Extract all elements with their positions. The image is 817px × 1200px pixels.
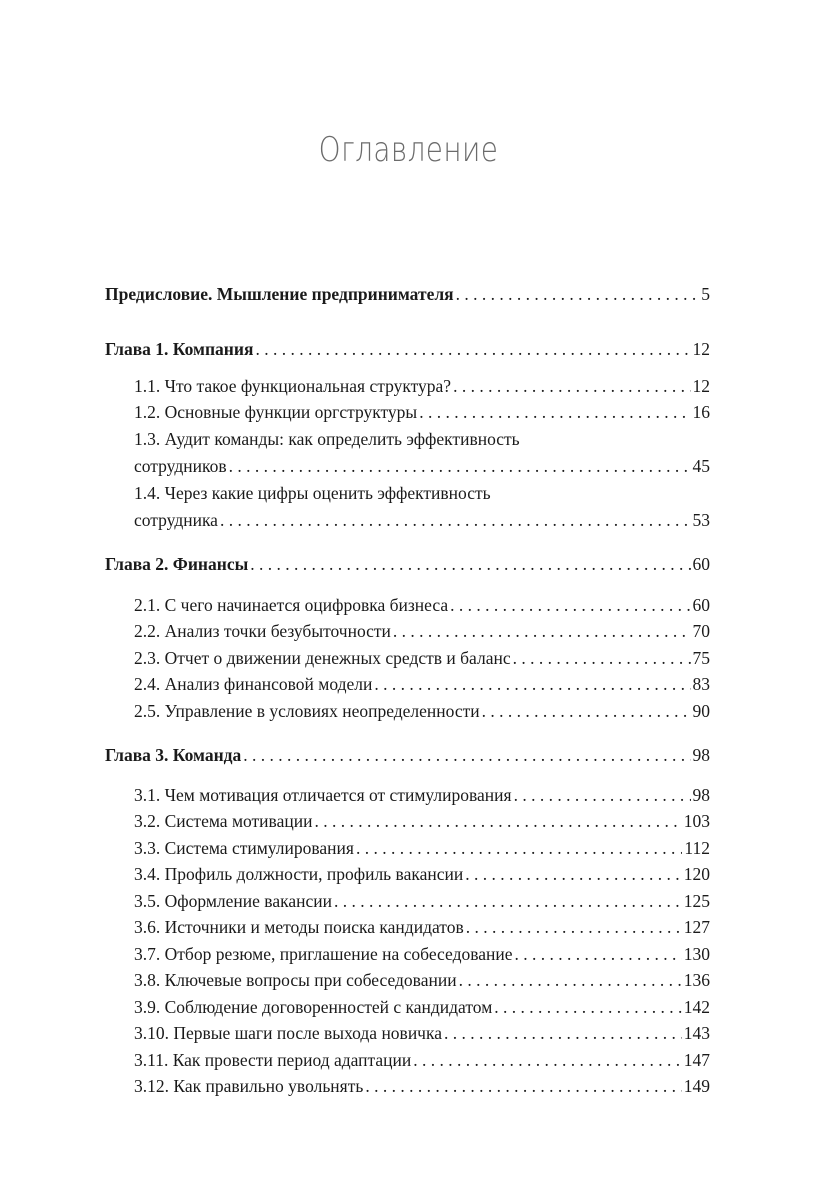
leader-dots: [220, 509, 691, 531]
leader-dots: [513, 647, 691, 669]
toc-entry-section-1-4[interactable]: [134, 509, 710, 531]
toc-entry-section-3-5[interactable]: [134, 890, 710, 912]
leader-dots: [374, 673, 690, 695]
toc-entry-page: 45: [692, 456, 710, 476]
toc-entry-page: 103: [683, 811, 710, 831]
leader-dots: [365, 1075, 681, 1097]
leader-dots: [243, 744, 690, 766]
toc-entry-section-3-3[interactable]: [134, 837, 710, 859]
toc-entry-section-3-4[interactable]: [134, 863, 710, 885]
toc-entry-preface[interactable]: [105, 283, 710, 305]
toc-entry-label: Глава 2. Финансы: [105, 554, 249, 574]
toc-entry-page: 143: [683, 1023, 710, 1043]
toc-entry-label: 3.4. Профиль должности, профиль вакансии: [134, 864, 464, 884]
toc-entry-section-2-1[interactable]: [134, 594, 710, 616]
toc-entry-page: 98: [692, 785, 710, 805]
leader-dots: [465, 863, 682, 885]
toc-entry-page: 125: [683, 891, 710, 911]
toc-entry-section-1-3[interactable]: [134, 455, 710, 477]
toc-entry-page: 120: [683, 864, 710, 884]
toc-entry-label: 3.5. Оформление вакансии: [134, 891, 332, 911]
leader-dots: [393, 620, 691, 642]
toc-entry-page: 90: [692, 701, 710, 721]
toc-entry-label: 3.3. Система стимулирования: [134, 838, 354, 858]
toc-entry-label: Глава 3. Команда: [105, 745, 242, 765]
toc-entry-page: 147: [683, 1050, 710, 1070]
toc-entry-label: 3.10. Первые шаги после выхода новичка: [134, 1023, 442, 1043]
page-title: Оглавление: [318, 130, 499, 170]
toc-entry-label: 3.2. Система мотивации: [134, 811, 313, 831]
toc-entry-label: Глава 1. Компания: [105, 339, 254, 359]
toc-entry-label: 2.5. Управление в условиях неопределенности: [134, 701, 480, 721]
leader-dots: [494, 996, 681, 1018]
toc-entry-page: 5: [701, 284, 710, 304]
toc-entry-label: сотрудника: [134, 510, 218, 530]
toc-entry-section-3-8[interactable]: [134, 969, 710, 991]
toc-entry-section-2-2[interactable]: [134, 620, 710, 642]
toc-entry-page: 98: [692, 745, 710, 765]
toc-entry-label: 2.3. Отчет о движении денежных средств и баланс: [134, 648, 511, 668]
toc-entry-label: Предисловие. Мышление предпринимателя: [105, 284, 454, 304]
toc-entry-page: 127: [683, 917, 710, 937]
toc-entry-section-1-2[interactable]: [134, 401, 710, 423]
toc-entry-section-3-6[interactable]: [134, 916, 710, 938]
toc-entry-page: 70: [692, 621, 710, 641]
toc-entry-chapter-1[interactable]: [105, 338, 710, 360]
leader-dots: [456, 283, 700, 305]
toc-entry-section-3-7[interactable]: [134, 943, 710, 965]
leader-dots: [419, 401, 690, 423]
toc-entry-page: 112: [684, 838, 710, 858]
leader-dots: [514, 784, 691, 806]
toc-entry-label: сотрудников: [134, 456, 227, 476]
leader-dots: [466, 916, 682, 938]
toc-entry-page: 12: [692, 376, 710, 396]
leader-dots: [459, 969, 682, 991]
toc-entry-page: 60: [692, 554, 710, 574]
toc-entry-page: 83: [692, 674, 710, 694]
toc-entry-label: 1.1. Что такое функциональная структура?: [134, 376, 452, 396]
leader-dots: [482, 700, 691, 722]
toc-entry-label: 3.6. Источники и методы поиска кандидатов: [134, 917, 464, 937]
toc-entry-section-2-3[interactable]: [134, 647, 710, 669]
toc-entry-label: 3.9. Соблюдение договоренностей с кандидатом: [134, 997, 493, 1017]
toc-entry-label: 2.2. Анализ точки безубыточности: [134, 621, 391, 641]
toc-entry-section-1-1[interactable]: [134, 375, 710, 397]
toc-entry-label: 2.4. Анализ финансовой модели: [134, 674, 373, 694]
toc-entry-page: 142: [683, 997, 710, 1017]
toc-entry-page: 136: [683, 970, 710, 990]
toc-entry-section-1-4-line1[interactable]: 1.4. Через какие цифры оценить эффективность: [134, 483, 491, 503]
leader-dots: [356, 837, 682, 859]
toc-entry-label: 3.1. Чем мотивация отличается от стимулирования: [134, 785, 512, 805]
toc-entry-section-3-11[interactable]: [134, 1049, 710, 1071]
leader-dots: [444, 1022, 682, 1044]
toc-entry-section-1-3-line1[interactable]: 1.3. Аудит команды: как определить эффективность: [134, 429, 520, 449]
toc-entry-label: 3.11. Как провести период адаптации: [134, 1050, 412, 1070]
toc-entry-chapter-2[interactable]: [105, 553, 710, 575]
toc-entry-page: 75: [692, 648, 710, 668]
toc-entry-label: 1.2. Основные функции оргструктуры: [134, 402, 418, 422]
toc-entry-page: 12: [692, 339, 710, 359]
leader-dots: [515, 943, 682, 965]
toc-entry-label: 3.12. Как правильно увольнять: [134, 1076, 364, 1096]
toc-entry-chapter-3[interactable]: [105, 744, 710, 766]
toc-entry-page: 53: [692, 510, 710, 530]
toc-entry-section-3-2[interactable]: [134, 810, 710, 832]
toc-entry-page: 130: [683, 944, 710, 964]
toc-entry-section-2-5[interactable]: [134, 700, 710, 722]
leader-dots: [255, 338, 690, 360]
leader-dots: [413, 1049, 681, 1071]
leader-dots: [229, 455, 691, 477]
toc-entry-section-3-10[interactable]: [134, 1022, 710, 1044]
toc-entry-section-3-1[interactable]: [134, 784, 710, 806]
toc-entry-page: 16: [692, 402, 710, 422]
toc-entry-section-3-9[interactable]: [134, 996, 710, 1018]
leader-dots: [453, 375, 690, 397]
leader-dots: [450, 594, 690, 616]
toc-entry-label: 2.1. С чего начинается оцифровка бизнеса: [134, 595, 449, 615]
toc-entry-page: 60: [692, 595, 710, 615]
toc-entry-label: 3.8. Ключевые вопросы при собеседовании: [134, 970, 457, 990]
toc-entry-section-2-4[interactable]: [134, 673, 710, 695]
leader-dots: [250, 553, 690, 575]
toc-entry-section-3-12[interactable]: [134, 1075, 710, 1097]
toc-entry-page: 149: [683, 1076, 710, 1096]
leader-dots: [314, 810, 681, 832]
toc-entry-label: 3.7. Отбор резюме, приглашение на собеседование: [134, 944, 513, 964]
leader-dots: [334, 890, 682, 912]
